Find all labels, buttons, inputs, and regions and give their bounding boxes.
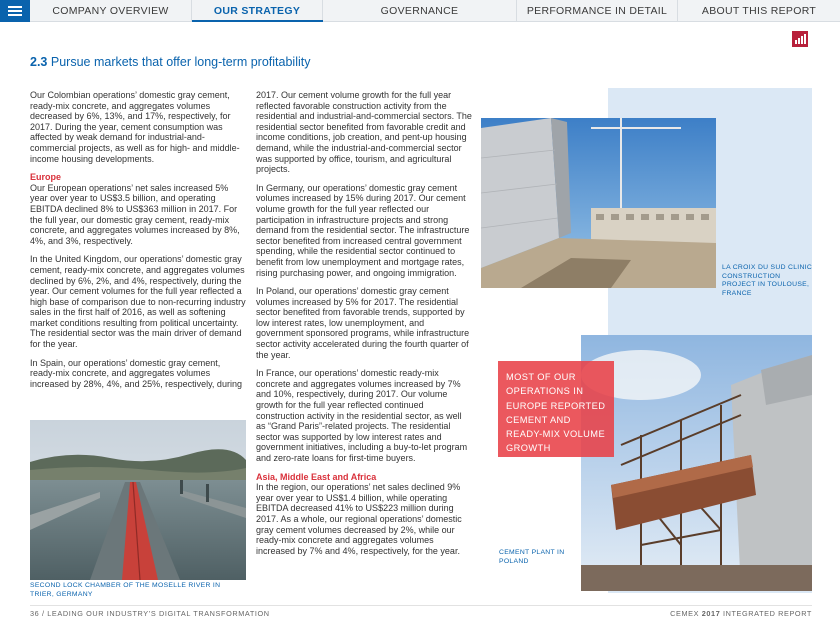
paragraph-amea: In the region, our operations’ net sales declined 9% year over year to US$1.4 billion, while operating EBITDA decreased 41% to US$223 million during 2017. As a whole, our regional operations’ domestic gray cement volumes decreased by 2%, while our ready-mix concrete and aggregates volumes increased by 7% and 4%, respectively, for the year. (256, 482, 462, 556)
caption-clinic: LA CROIX DU SUD CLINIC CONSTRUCTION PROJECT IN TOULOUSE, FRANCE (722, 264, 813, 297)
footer-separator: / (41, 609, 48, 618)
photo-cement-plant (581, 335, 812, 591)
sdg-goal-8-icon (792, 31, 808, 47)
paragraph-united-kingdom: In the United Kingdom, our operations’ domestic gray cement, ready-mix concrete, and aggregates volumes declined by 6%, 2%, and 4%, respectively, during the year. Our cement volumes for the full year reflected a high base of comparison due to non-recurring industry sales in the first half of 2016, as well as softening market conditions resulting from political uncertainty. The residential sector was the main driver of demand for the year. (30, 254, 246, 350)
paragraph-poland: In Poland, our operations’ domestic gray cement volumes increased by 5% for 2017. The residential sector benefited from favorable trends, supported by low interest rates, low unemployment, and government sponsored programs, while infrastructure sector activity accelerated during the fourth quarter of the year. (256, 286, 470, 360)
footer-chapter-title: LEADING OUR INDUSTRY’S DIGITAL TRANSFORMATION (47, 609, 270, 618)
paragraph-colombia: Our Colombian operations’ domestic gray cement, ready-mix concrete, and aggregates volumes decreased by 6%, 13%, and 17%, respectively, for 2017. During the year, cement consumption was affected by weak demand for industrial-and-commercial projects, as well as for high- and middle-income housing developments. (30, 90, 240, 164)
footer-left (30, 609, 270, 618)
nav-company-overview[interactable]: COMPANY OVERVIEW (30, 0, 192, 22)
active-tab-indicator (192, 20, 323, 22)
photo-clinic-construction (481, 118, 716, 288)
paragraph-spain: In Spain, our operations’ domestic gray cement, ready-mix concrete, and aggregates volumes increased by 28%, 4%, and 25%, respectively, during (30, 357, 242, 389)
paragraph-spain-cont: 2017. Our cement volume growth for the full year reflected favorable construction activity from the residential and industrial-and-commercial sectors. The residential sector benefited from favorable credit and income conditions, job creation, and pent-up housing demand, while the industrial-and-commercial sector was supported by office, tourism, and agricultural projects. (256, 90, 472, 175)
hamburger-menu-icon[interactable] (0, 0, 30, 22)
paragraph-germany: In Germany, our operations’ domestic gray cement volumes increased by 15% during 2017. Our cement volume growth for the full year reflected our participation in infrastructure projects and strong demand from the residential sector. The infrastructure sector benefited from increased central government spending, while the residential sector continued to benefit from low unemployment and mortgage rates, rising purchasing power, and ongoing immigration. (256, 182, 470, 278)
text-column-1 (30, 90, 247, 397)
heading-europe: Europe (30, 172, 62, 183)
nav-about-this-report[interactable]: ABOUT THIS REPORT (701, 5, 817, 17)
caption-cement-plant: CEMENT PLANT IN POLAND (499, 549, 565, 565)
footer-divider (30, 605, 812, 606)
caption-moselle-lock: SECOND LOCK CHAMBER OF THE MOSELLE RIVER IN TRIER, GERMANY (30, 582, 221, 598)
paragraph-france: In France, our operations’ domestic ready-mix concrete and aggregates volumes increased by 7% and 10%, respectively, during 2017. Our volume growth for the full year reflected continued construction activity in the residential sector, as well as “Grand Paris”-related projects. The residential sector was supported by low interest rates and government initiatives, including a buy-to-let program and zero-rate loans for first-time buyers. (256, 368, 468, 463)
photo-moselle-lock (30, 420, 246, 580)
section-heading: Pursue markets that offer long-term profitability (50, 55, 311, 69)
text-column-2 (256, 90, 473, 564)
top-navigation (0, 0, 840, 22)
paragraph-europe: Our European operations’ net sales increased 5% year over year to US$3.5 billion, and operating EBITDA declined 8% to US$363 million in 2017. For the full year, our domestic gray cement, ready-mix concrete, and aggregates volumes increased by 8%, 4%, and 3%, respectively. (30, 182, 240, 246)
footer-year: 2017 (701, 609, 721, 618)
nav-performance-in-detail[interactable]: PERFORMANCE IN DETAIL (517, 0, 678, 22)
footer-brand: CEMEX (670, 609, 700, 618)
nav-our-strategy[interactable]: OUR STRATEGY (192, 0, 323, 22)
footer-report-title: INTEGRATED REPORT (723, 609, 812, 618)
section-number: 2.3 (30, 55, 48, 69)
nav-governance[interactable]: GOVERNANCE (323, 0, 517, 22)
heading-asia-middle-east-africa: Asia, Middle East and Africa (256, 471, 377, 482)
pull-quote-callout (498, 361, 614, 457)
page-number: 36 (30, 609, 40, 618)
section-title (30, 55, 310, 69)
footer-right (670, 609, 812, 618)
pull-quote-text: MOST OF OUR OPERATIONS IN EUROPE REPORTED CEMENT AND READY-MIX VOLUME GROWTH (506, 372, 606, 454)
